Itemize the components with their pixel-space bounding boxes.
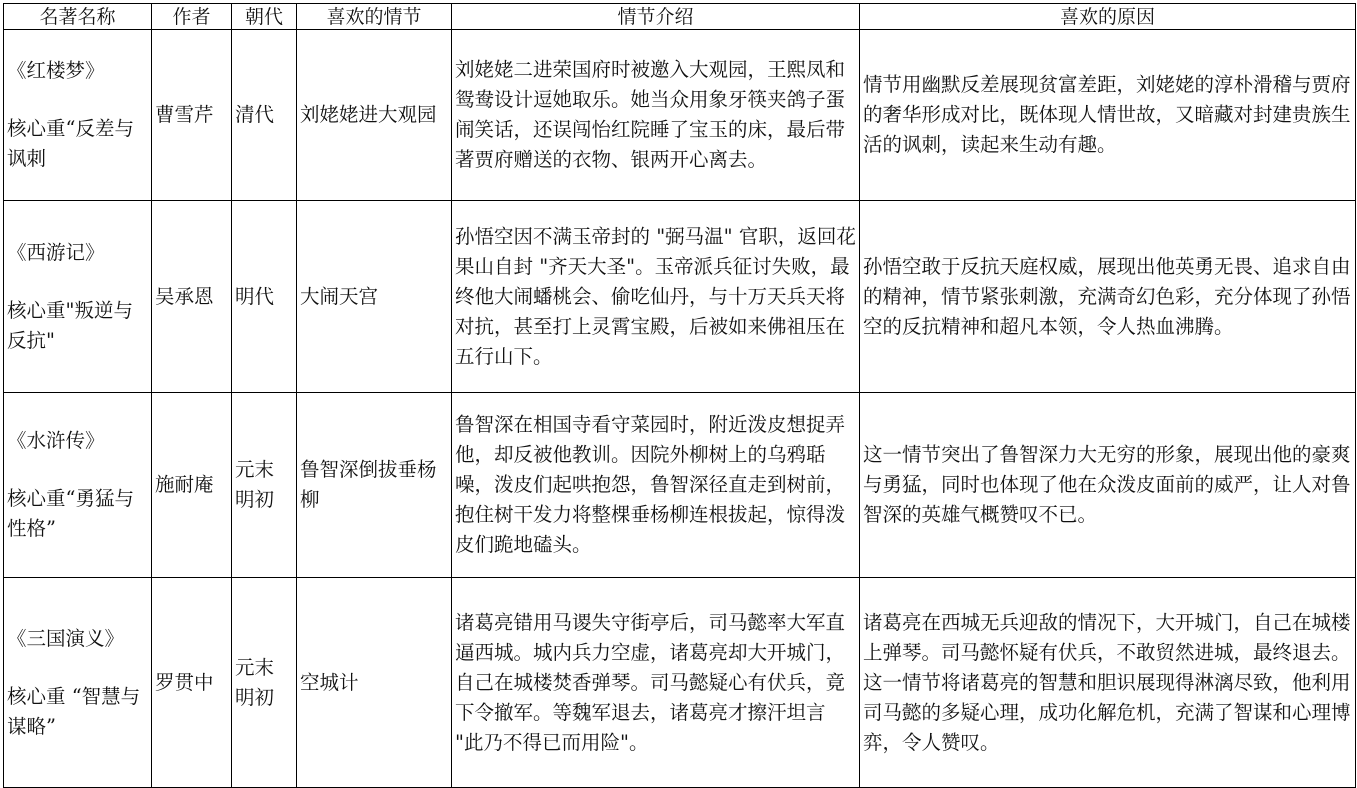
author-cell: 罗贯中 bbox=[152, 578, 232, 788]
header-dynasty: 朝代 bbox=[232, 4, 297, 30]
book-title: 《西游记》 bbox=[7, 240, 105, 264]
author-cell: 吴承恩 bbox=[152, 201, 232, 393]
header-book: 名著名称 bbox=[4, 4, 152, 30]
reason-cell: 情节用幽默反差展现贫富差距，刘姥姥的淳朴滑稽与贾府的奢华形成对比，既体现人情世故，又暗藏对封建贵族生活的讽刺，读起来生动有趣。 bbox=[860, 30, 1356, 201]
dynasty-cell: 元末明初 bbox=[232, 578, 297, 788]
intro-cell: 诸葛亮错用马谡失守街亭后，司马懿率大军直逼西城。城内兵力空虚，诸葛亮却大开城门，自己在城楼焚香弹琴。司马懿疑心有伏兵，竟下令撤军。等魏军退去，诸葛亮才擦汗坦言 "此乃不得已而用险"。 bbox=[452, 578, 860, 788]
dynasty-cell: 元末明初 bbox=[232, 393, 297, 578]
book-cell bbox=[4, 30, 152, 201]
plot-cell: 鲁智深倒拔垂杨柳 bbox=[297, 393, 452, 578]
reason-cell: 这一情节突出了鲁智深力大无穷的形象，展现出他的豪爽与勇猛，同时也体现了他在众泼皮面前的威严，让人对鲁智深的英雄气概赞叹不已。 bbox=[860, 393, 1356, 578]
intro-cell: 孙悟空因不满玉帝封的 "弼马温" 官职，返回花果山自封 "齐天大圣"。玉帝派兵征讨失败，最终他大闹蟠桃会、偷吃仙丹，与十万天兵天将对抗，甚至打上灵霄宝殿，后被如来佛祖压在五行山下。 bbox=[452, 201, 860, 393]
author-cell: 施耐庵 bbox=[152, 393, 232, 578]
book-title: 《红楼梦》 bbox=[7, 59, 105, 82]
header-intro: 情节介绍 bbox=[452, 4, 860, 30]
book-cell bbox=[4, 201, 152, 393]
header-row bbox=[4, 4, 1356, 30]
table-row bbox=[4, 578, 1356, 788]
intro-cell: 刘姥姥二进荣国府时被邀入大观园，王熙凤和鸳鸯设计逗她取乐。她当众用象牙筷夹鸽子蛋闹笑话，还误闯怡红院睡了宝玉的床，最后带著贾府赠送的衣物、银两开心离去。 bbox=[452, 30, 860, 201]
header-reason: 喜欢的原因 bbox=[860, 4, 1356, 30]
book-focus: 核心重“勇猛与性格” bbox=[7, 487, 134, 540]
book-title: 《水浒传》 bbox=[7, 429, 105, 452]
book-focus: 核心重“反差与讽刺 bbox=[7, 117, 134, 170]
table-row bbox=[4, 30, 1356, 201]
book-cell bbox=[4, 578, 152, 788]
header-author: 作者 bbox=[152, 4, 232, 30]
table-row bbox=[4, 201, 1356, 393]
table-row bbox=[4, 393, 1356, 578]
intro-cell: 鲁智深在相国寺看守菜园时，附近泼皮想捉弄他，却反被他教训。因院外柳树上的乌鸦聒噪，泼皮们起哄抱怨，鲁智深径直走到树前，抱住树干发力将整棵垂杨柳连根拔起，惊得泼皮们跪地磕头。 bbox=[452, 393, 860, 578]
reading-table bbox=[3, 3, 1356, 788]
book-title: 《三国演义》 bbox=[7, 626, 125, 650]
reason-cell: 诸葛亮在西城无兵迎敌的情况下，大开城门，自己在城楼上弹琴。司马懿怀疑有伏兵，不敢贸然进城，最终退去。这一情节将诸葛亮的智慧和胆识展现得淋漓尽致，他利用司马懿的多疑心理，成功化解危机，充满了智谋和心理博弈，令人赞叹。 bbox=[860, 578, 1356, 788]
plot-cell: 刘姥姥进大观园 bbox=[297, 30, 452, 201]
plot-cell: 大闹天宫 bbox=[297, 201, 452, 393]
book-cell bbox=[4, 393, 152, 578]
book-focus: 核心重 “智慧与谋略” bbox=[7, 684, 141, 738]
header-plot: 喜欢的情节 bbox=[297, 4, 452, 30]
reason-cell: 孙悟空敢于反抗天庭权威，展现出他英勇无畏、追求自由的精神，情节紧张刺激，充满奇幻色彩，充分体现了孙悟空的反抗精神和超凡本领，令人热血沸腾。 bbox=[860, 201, 1356, 393]
author-cell: 曹雪芹 bbox=[152, 30, 232, 201]
plot-cell: 空城计 bbox=[297, 578, 452, 788]
book-focus: 核心重"叛逆与反抗" bbox=[7, 298, 133, 352]
dynasty-cell: 明代 bbox=[232, 201, 297, 393]
dynasty-cell: 清代 bbox=[232, 30, 297, 201]
